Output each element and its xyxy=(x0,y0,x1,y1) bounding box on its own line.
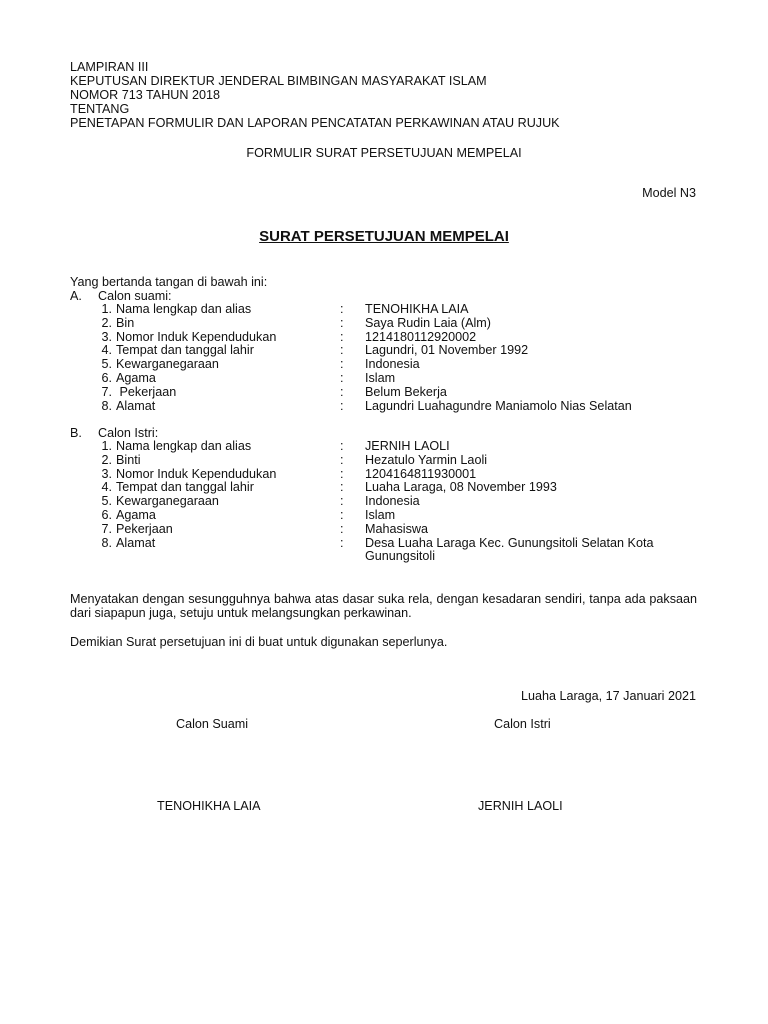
field-value: JERNIH LAOLI xyxy=(365,439,450,453)
field-label: Bin xyxy=(116,315,135,330)
bride-section xyxy=(70,426,710,564)
field-number: 8. xyxy=(101,535,112,550)
bride-field-row xyxy=(70,509,710,523)
section-heading: Calon Istri: xyxy=(98,426,159,440)
field-colon: : xyxy=(340,315,344,330)
header-line: TENTANG xyxy=(70,102,130,116)
field-value: Lagundri Luahagundre Maniamolo Nias Selatan xyxy=(365,398,632,413)
field-number: 3. xyxy=(101,329,112,344)
field-label: Tempat dan tanggal lahir xyxy=(116,343,254,358)
field-value: Desa Luaha Laraga Kec. Gunungsitoli Selatan Kota Gunungsitoli xyxy=(365,535,654,564)
field-number: 4. xyxy=(101,480,112,495)
place-and-date: Luaha Laraga, 17 Januari 2021 xyxy=(520,689,696,703)
groom-field-row xyxy=(70,331,710,345)
section-letter: B. xyxy=(70,426,82,440)
field-label: Binti xyxy=(116,452,141,467)
section-heading: Calon suami: xyxy=(98,289,172,303)
field-colon: : xyxy=(340,494,344,509)
field-number: 2. xyxy=(101,452,112,467)
field-colon: : xyxy=(340,480,344,495)
groom-section xyxy=(70,289,710,413)
field-value: Islam xyxy=(365,370,396,385)
field-label: Kewarganegaraan xyxy=(116,357,219,372)
bride-field-row xyxy=(70,523,710,537)
groom-field-row xyxy=(70,400,710,414)
statement-paragraph: Menyatakan dengan sesungguhnya bahwa atas dasar suka rela, dengan kesadaran sendiri, tanpa ada paksaan dari siapapun juga, setuju untuk melangsungkan perkawinan. xyxy=(70,592,697,620)
intro-text: Yang bertanda tangan di bawah ini: xyxy=(70,275,268,289)
field-value: Islam xyxy=(365,507,396,522)
bride-heading xyxy=(70,426,710,440)
header-line: LAMPIRAN III xyxy=(70,60,149,74)
bride-field-row xyxy=(70,454,710,468)
groom-field-row xyxy=(70,386,710,400)
field-colon: : xyxy=(340,329,344,344)
groom-field-row xyxy=(70,317,710,331)
bride-field-row xyxy=(70,440,710,454)
field-number: 7. xyxy=(101,521,112,536)
field-value: Indonesia xyxy=(365,357,420,372)
field-label: Agama xyxy=(116,370,156,385)
field-value: 1204164811930001 xyxy=(365,466,477,481)
field-value: Luaha Laraga, 08 November 1993 xyxy=(365,480,557,495)
groom-field-row xyxy=(70,344,710,358)
field-colon: : xyxy=(340,439,344,453)
bride-field-row xyxy=(70,535,710,564)
field-colon: : xyxy=(340,384,344,399)
field-value: TENOHIKHA LAIA xyxy=(365,302,469,316)
field-number: 1. xyxy=(101,302,112,316)
bride-field-row xyxy=(70,468,710,482)
field-label: Pekerjaan xyxy=(116,384,177,399)
field-colon: : xyxy=(340,452,344,467)
field-value: Saya Rudin Laia (Alm) xyxy=(365,315,491,330)
document-title: SURAT PERSETUJUAN MEMPELAI xyxy=(259,228,509,245)
field-number: 7. xyxy=(101,384,112,399)
groom-signature-label: Calon Suami xyxy=(176,717,249,731)
field-number: 3. xyxy=(101,466,112,481)
field-colon: : xyxy=(340,466,344,481)
groom-heading xyxy=(70,289,710,303)
field-number: 6. xyxy=(101,370,112,385)
groom-field-row xyxy=(70,358,710,372)
field-value: 1214180112920002 xyxy=(365,329,477,344)
field-value: Lagundri, 01 November 1992 xyxy=(365,343,529,358)
field-colon: : xyxy=(340,535,344,550)
field-number: 1. xyxy=(101,439,112,453)
groom-signature-name: TENOHIKHA LAIA xyxy=(157,799,261,813)
field-label: Pekerjaan xyxy=(116,521,173,536)
field-label: Kewarganegaraan xyxy=(116,494,219,509)
field-number: 6. xyxy=(101,507,112,522)
field-value: Belum Bekerja xyxy=(365,384,447,399)
bride-field-row xyxy=(70,481,710,495)
field-number: 2. xyxy=(101,315,112,330)
field-colon: : xyxy=(340,398,344,413)
section-letter: A. xyxy=(70,289,82,303)
field-label: Nomor Induk Kependudukan xyxy=(116,329,277,344)
closing-text: Demikian Surat persetujuan ini di buat untuk digunakan seperlunya. xyxy=(70,635,448,649)
bride-signature-name: JERNIH LAOLI xyxy=(478,799,563,813)
header-line: KEPUTUSAN DIREKTUR JENDERAL BIMBINGAN MASYARAKAT ISLAM xyxy=(70,74,487,88)
decree-header xyxy=(70,60,560,130)
bride-signature-label: Calon Istri xyxy=(494,717,551,731)
field-label: Nama lengkap dan alias xyxy=(116,302,252,316)
model-code: Model N3 xyxy=(642,186,696,200)
header-line: NOMOR 713 TAHUN 2018 xyxy=(70,88,221,102)
field-number: 5. xyxy=(101,494,112,509)
field-colon: : xyxy=(340,370,344,385)
form-title: FORMULIR SURAT PERSETUJUAN MEMPELAI xyxy=(246,146,522,160)
field-label: Nomor Induk Kependudukan xyxy=(116,466,277,481)
field-colon: : xyxy=(340,521,344,536)
field-colon: : xyxy=(340,343,344,358)
field-number: 4. xyxy=(101,343,112,358)
field-label: Tempat dan tanggal lahir xyxy=(116,480,254,495)
field-label: Alamat xyxy=(116,535,156,550)
groom-field-row xyxy=(70,372,710,386)
groom-field-row xyxy=(70,303,710,317)
field-colon: : xyxy=(340,302,344,316)
field-value: Mahasiswa xyxy=(365,521,428,536)
field-label: Agama xyxy=(116,507,156,522)
header-line: PENETAPAN FORMULIR DAN LAPORAN PENCATATAN PERKAWINAN ATAU RUJUK xyxy=(70,116,560,130)
field-number: 5. xyxy=(101,357,112,372)
bride-field-row xyxy=(70,495,710,509)
field-colon: : xyxy=(340,507,344,522)
field-label: Nama lengkap dan alias xyxy=(116,439,252,453)
field-value: Hezatulo Yarmin Laoli xyxy=(365,452,488,467)
field-label: Alamat xyxy=(116,398,156,413)
field-colon: : xyxy=(340,357,344,372)
field-number: 8. xyxy=(101,398,112,413)
field-value: Indonesia xyxy=(365,494,420,509)
